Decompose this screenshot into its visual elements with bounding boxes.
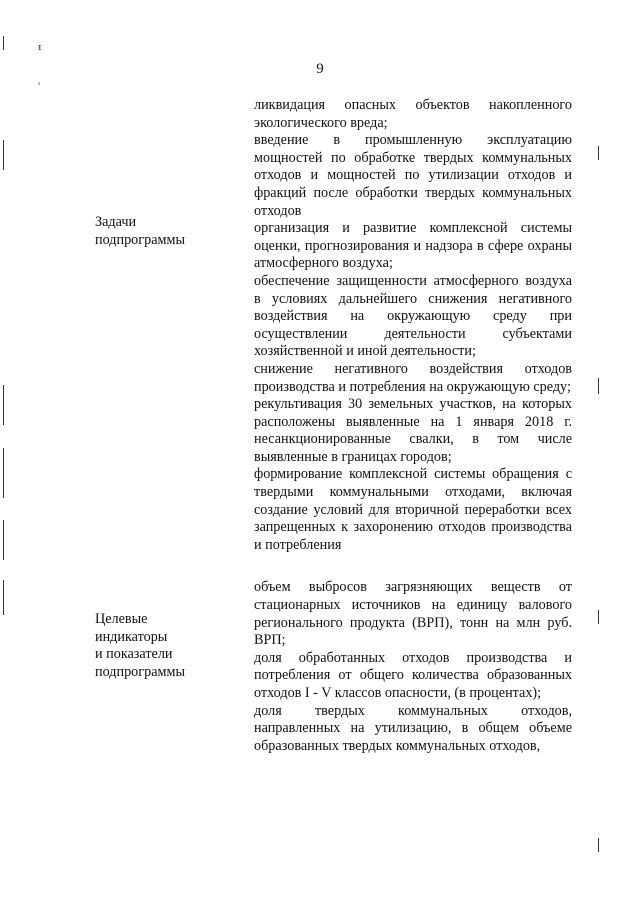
label-line: подпрограммы xyxy=(95,231,185,248)
task-item: снижение негативного воздействия отходов производства и потребления на окружающую среду; xyxy=(254,360,572,395)
scan-mark xyxy=(598,146,599,160)
label-line: подпрограммы xyxy=(95,663,185,680)
row-label-indicators xyxy=(95,611,235,681)
task-item: организация и развитие комплексной системы оценки, прогнозирования и надзора в сфере охраны атмосферного воздуха; xyxy=(254,220,572,272)
label-line: и показатели xyxy=(95,646,173,663)
indicator-item: доля твердых коммунальных отходов, направленных на утилизацию, в общем объеме образованных твердых коммунальных отходов, xyxy=(254,702,572,754)
task-item: рекультивация 30 земельных участков, на которых расположены выявленные на 1 января 2018 г. несанкционированные свалки, в том числе выявленные в границах городов; xyxy=(254,396,572,465)
scan-mark xyxy=(598,378,599,394)
scan-mark xyxy=(3,448,4,498)
goal-item: ликвидация опасных объектов накопленного экологического вреда; xyxy=(254,97,572,131)
row-label-tasks xyxy=(95,214,235,249)
scan-speck: ᶦ xyxy=(38,81,41,91)
scan-speck: ᵻ xyxy=(38,43,42,53)
label-line: Целевые xyxy=(95,611,148,627)
scan-mark xyxy=(3,520,4,560)
scan-mark xyxy=(598,610,599,624)
scan-mark xyxy=(3,385,4,425)
scan-mark xyxy=(3,140,4,170)
label-line: Задачи xyxy=(95,214,137,230)
scan-mark xyxy=(3,36,4,50)
task-item: обеспечение защищенности атмосферного воздуха в условиях дальнейшего снижения негативного воздействия на окружающую среду при осуществлении деятельности субъектами хозяйственной и иной деятельности; xyxy=(254,272,572,360)
section-gap xyxy=(254,554,572,579)
scan-mark xyxy=(3,580,4,615)
page-number: 9 xyxy=(316,61,324,77)
indicator-item: объем выбросов загрязняющих веществ от стационарных источников на единицу валового регионального продукта (ВРП), тонн на млн руб. ВРП; xyxy=(254,579,572,649)
content-column xyxy=(254,97,572,755)
goal-item: введение в промышленную эксплуатацию мощностей по обработке твердых коммунальных отходов и мощностей по утилизации отходов и фракций после обработки твердых коммунальных отходов xyxy=(254,132,572,219)
label-line: индикаторы xyxy=(95,628,168,645)
scan-mark xyxy=(598,838,599,852)
task-item: формирование комплексной системы обращения с твердыми коммунальными отходами, включая создание условий для вторичной переработки всех запрещенных к захоронению отходов производства и потребления xyxy=(254,466,572,553)
indicator-item: доля обработанных отходов производства и потребления от общего количества образованных отходов I - V классов опасности, (в процентах); xyxy=(254,649,572,701)
